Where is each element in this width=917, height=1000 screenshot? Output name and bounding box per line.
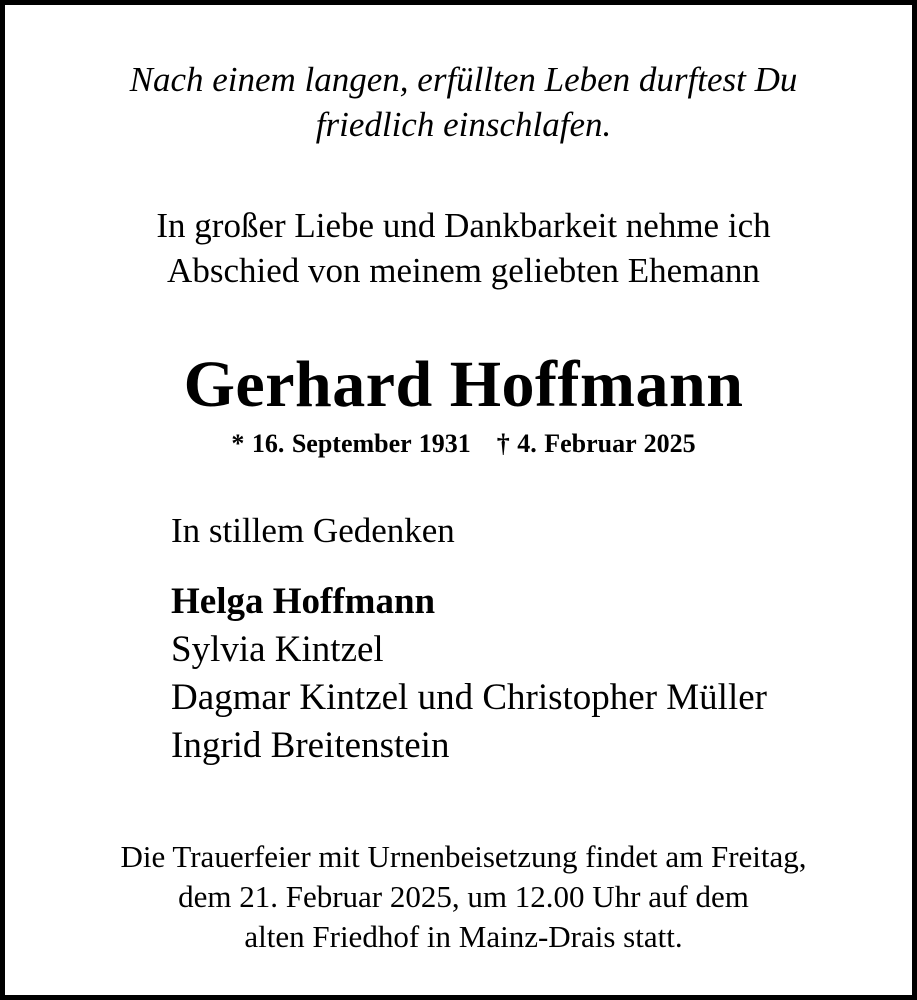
intro-line-1: In großer Liebe und Dankbarkeit nehme ich [156, 206, 771, 245]
ceremony-line-2: dem 21. Februar 2025, um 12.00 Uhr auf dem [178, 879, 749, 914]
mourner-name: Ingrid Breitenstein [171, 725, 450, 766]
deceased-name: Gerhard Hoffmann [183, 348, 744, 421]
ceremony-line-3: alten Friedhof in Mainz-Drais statt. [244, 919, 683, 954]
death-date: † 4. Februar 2025 [496, 429, 696, 458]
intro-line-2: Abschied von meinem geliebten Ehemann [167, 251, 760, 290]
mourners-block [171, 511, 891, 766]
motto-line-2: friedlich einschlafen. [315, 105, 612, 144]
mourners-heading: In stillem Gedenken [171, 511, 455, 550]
life-dates [5, 431, 917, 457]
birth-date: * 16. September 1931 [231, 429, 471, 458]
mourners-list [171, 578, 767, 770]
mourner-name: Helga Hoffmann [171, 581, 436, 622]
motto-line-1: Nach einem langen, erfüllten Leben durftest Du [129, 60, 798, 99]
mourner-name: Dagmar Kintzel und Christopher Müller [171, 677, 767, 718]
mourner-name: Sylvia Kintzel [171, 629, 384, 670]
ceremony-line-1: Die Trauerfeier mit Urnenbeisetzung findet am Freitag, [120, 839, 807, 874]
